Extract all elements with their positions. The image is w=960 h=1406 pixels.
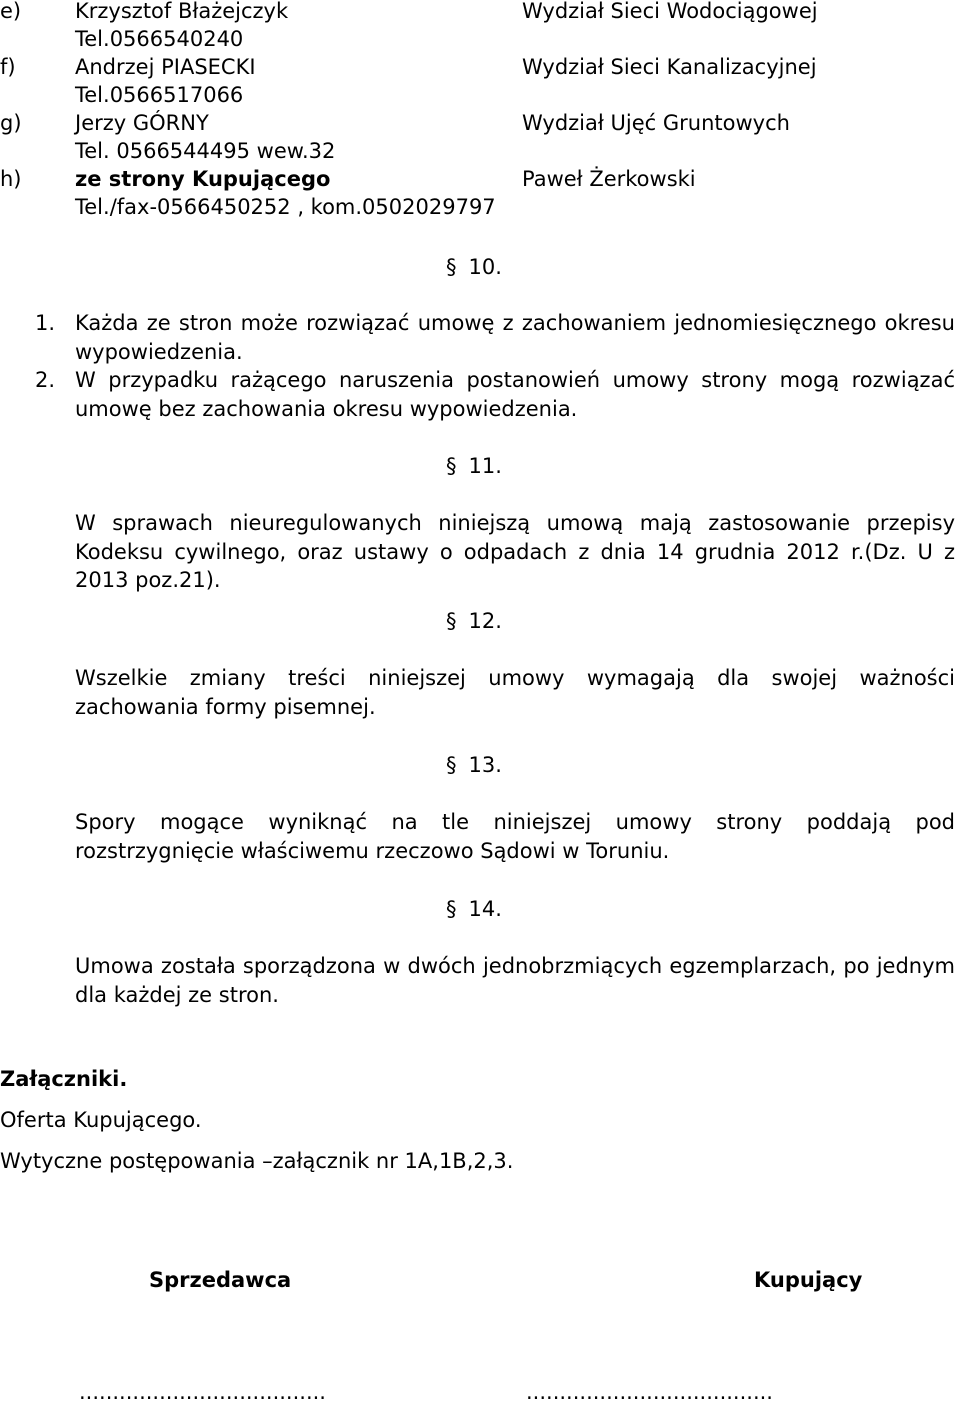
seller-label: Sprzedawca <box>149 1268 292 1292</box>
section-number: 11. <box>468 454 502 478</box>
buyer-signature-line: ..................................... <box>526 1380 773 1404</box>
contact-letter-h: h) <box>0 167 22 191</box>
attachments-heading: Załączniki. <box>0 1067 128 1091</box>
contact-phone-e: Tel.0566540240 <box>75 27 244 51</box>
attachment-item: Wytyczne postępowania –załącznik nr 1A,1B,2,3. <box>0 1149 514 1173</box>
section-11-heading <box>446 452 502 480</box>
contact-name-e: Krzysztof Błażejczyk <box>75 0 289 23</box>
contact-phone-f: Tel.0566517066 <box>75 83 244 107</box>
contact-dept-g: Wydział Ujęć Gruntowych <box>522 111 790 135</box>
section-symbol: § <box>446 454 457 478</box>
contact-name-g: Jerzy GÓRNY <box>75 111 209 135</box>
section-13-text: Spory mogące wyniknąć na tle niniejszej umowy strony poddają pod rozstrzygnięcie właściwemu rzeczowo Sądowi w Toruniu. <box>75 810 955 863</box>
section-14-heading <box>446 895 502 923</box>
section-symbol: § <box>446 897 457 921</box>
section-13-heading <box>446 751 502 779</box>
buyer-label: Kupujący <box>754 1268 863 1292</box>
contact-phone-h: Tel./fax-0566450252 , kom.0502029797 <box>75 195 496 219</box>
section-symbol: § <box>446 753 457 777</box>
contact-name-h: ze strony Kupującego <box>75 167 331 191</box>
section-12-heading <box>446 607 502 635</box>
contact-letter-f: f) <box>0 55 16 79</box>
section-number: 14. <box>468 897 502 921</box>
contact-letter-e: e) <box>0 0 22 23</box>
section-14-text: Umowa została sporządzona w dwóch jednobrzmiących egzemplarzach, po jednym dla każdej ze stron. <box>75 954 955 1007</box>
section-10-heading <box>446 253 502 281</box>
section-number: 12. <box>468 609 502 633</box>
section-11-text: W sprawach nieuregulowanych niniejszą umową mają zastosowanie przepisy Kodeksu cywilnego, oraz ustawy o odpadach z dnia 14 grudnia 2012 r.(Dz. U z 2013 poz.21). <box>75 511 955 592</box>
seller-signature-line: ..................................... <box>79 1380 326 1404</box>
section-symbol: § <box>446 609 457 633</box>
item-text: Każda ze stron może rozwiązać umowę z zachowaniem jednomiesięcznego okresu wypowiedzenia. <box>75 311 955 364</box>
section-number: 13. <box>468 753 502 777</box>
item-text: W przypadku rażącego naruszenia postanowień umowy strony mogą rozwiązać umowę bez zachowania okresu wypowiedzenia. <box>75 368 955 421</box>
contact-letter-g: g) <box>0 111 22 135</box>
section-number: 10. <box>468 255 502 279</box>
contact-dept-h: Paweł Żerkowski <box>522 167 696 191</box>
item-number: 1. <box>35 311 56 335</box>
section-12-text: Wszelkie zmiany treści niniejszej umowy wymagają dla swojej ważności zachowania formy pisemnej. <box>75 666 955 719</box>
item-number: 2. <box>35 368 56 392</box>
contact-dept-f: Wydział Sieci Kanalizacyjnej <box>522 55 817 79</box>
contact-name-f: Andrzej PIASECKI <box>75 55 256 79</box>
section-symbol: § <box>446 255 457 279</box>
contact-phone-g: Tel. 0566544495 wew.32 <box>75 139 336 163</box>
attachment-item: Oferta Kupującego. <box>0 1108 202 1132</box>
contact-dept-e: Wydział Sieci Wodociągowej <box>522 0 818 23</box>
